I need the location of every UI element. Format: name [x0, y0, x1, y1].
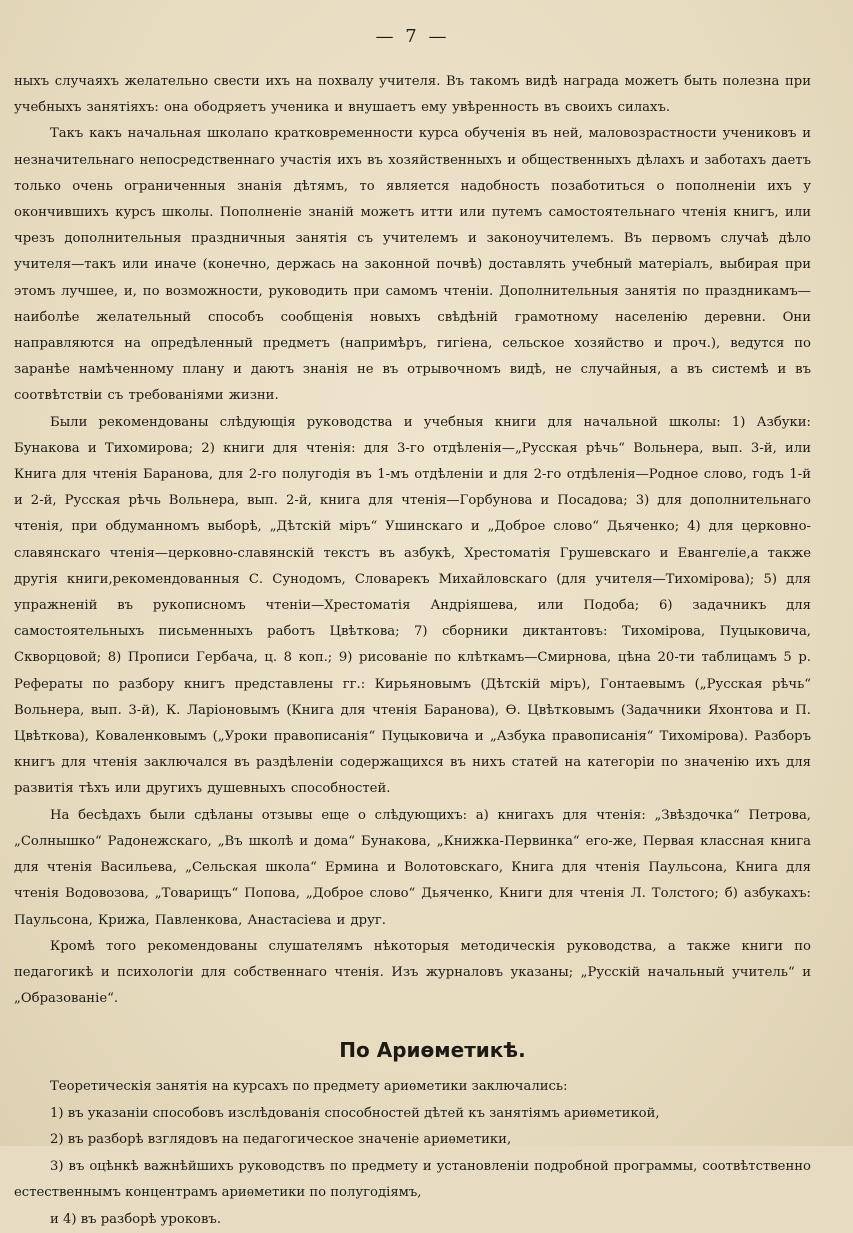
section-list: [14, 1074, 811, 1233]
paragraph: ныхъ случаяхъ желательно свести ихъ на похвалу учителя. Въ такомъ видѣ награда можетъ быть полезна при учебныхъ занятіяхъ: она ободряетъ ученика и внушаетъ ему увѣренность въ своихъ силахъ.: [14, 74, 811, 116]
body-text: [14, 69, 811, 1012]
paragraph: Такъ какъ начальная школапо кратковременности курса обученія въ ней, маловозрастности учениковъ и незначительнаго непосредственнаго участія ихъ въ хозяйственныхъ и общественныхъ дѣлахъ и заботахъ даетъ только очень ограниченныя знанія дѣтямъ, то является надобность позаботиться о пополненіи ихъ у окончившихъ курсъ школы. Пополненіе знаній можетъ итти или путемъ самостоятельнаго чтенія книгъ, или чрезъ дополнительныя праздничныя занятія съ учителемъ и законоучителемъ. Въ первомъ случаѣ дѣло учителя—такъ или иначе (конечно, держась на законной почвѣ) доставлять учебный матеріалъ, выбирая при этомъ лучшее, и, по возможности, руководить при самомъ чтеніи. Дополнительныя занятія по праздникамъ—наиболѣе желательный способъ сообщенія новыхъ свѣдѣній грамотному населенію деревни. Они направляются на опредѣленный предметъ (напримѣръ, гигіена, сельское хозяйство и проч.), ведутся по заранѣе намѣченному плану и даютъ знанія не въ отрывочномъ видѣ, не случайныя, а въ системѣ и въ соотвѣтствіи съ требованіями жизни.: [14, 126, 811, 404]
paragraph: Были рекомендованы слѣдующія руководства и учебныя книги для начальной школы: 1) Азбуки: Бунакова и Тихомирова; 2) книги для чтенія: для 3-го отдѣленія—„Русская рѣчь“ Вольнера, вып. 3-й, или Книга для чтенія Баранова, для 2-го полугодія въ 1-мъ отдѣленіи и для 2-го отдѣленія—Родное слово, годъ 1-й и 2-й, Русская рѣчь Вольнера, вып. 2-й, книга для чтенія—Горбунова и Посадова; 3) для дополнительнаго чтенія, при обдуманномъ выборѣ, „Дѣтскій міръ“ Ушинскаго и „Доброе слово“ Дьяченко; 4) для церковно-славянскаго чтенія—церковно-славянскій текстъ въ азбукѣ, Хрестоматія Грушевскаго и Евангеліе,а также другія книги,рекомендованныя С. Сунодомъ, Словарекъ Михайловскаго (для учителя—Тихомірова); 5) для упражненій въ рукописномъ чтеніи—Хрестоматія Андріяшева, или Подоба; 6) задачникъ для самостоятельныхъ письменныхъ работъ Цвѣткова; 7) сборники диктантовъ: Тихомірова, Пуцыковича, Скворцовой; 8) Прописи Гербача, ц. 8 коп.; 9) рисованіе по клѣткамъ—Смирнова, цѣна 20-ти таблицамъ 5 р. Рефераты по разбору книгъ представлены гг.: Кирьяновымъ (Дѣтскій міръ), Гонтаевымъ („Русская рѣчь“ Вольнера, вып. 3-й), К. Ларіоновымъ (Книга для чтенія Баранова), Ѳ. Цвѣтковымъ (Задачники Яхонтова и П. Цвѣткова), Коваленковымъ („Уроки правописанія“ Пуцыковича и „Азбука правописанія“ Тихомірова). Разборъ книгъ для чтенія заключался въ раздѣленіи содержащихся въ нихъ статей на категоріи по значенію ихъ для развитія тѣхъ или другихъ душевныхъ способностей.: [14, 414, 811, 797]
list-item: 1) въ указаніи способовъ изслѣдованія способностей дѣтей къ занятіямъ ариѳметикой,: [50, 1105, 660, 1121]
list-item: Теоретическія занятія на курсахъ по предмету ариѳметики заключались:: [50, 1079, 568, 1095]
list-item: 3) въ оцѣнкѣ важнѣйшихъ руководствъ по предмету и установленіи подробной программы, соотвѣтственно естественнымъ концентрамъ ариѳметики по полугодіямъ,: [14, 1158, 811, 1201]
section-title: По Ариѳметикѣ.: [339, 1038, 526, 1063]
paragraph: На бесѣдахъ были сдѣланы отзывы еще о слѣдующихъ: а) книгахъ для чтенія: „Звѣздочка“ Петрова, „Солнышко“ Радонежскаго, „Въ школѣ и дома“ Бунакова, „Книжка-Первинка“ его-же, Первая классная книга для чтенія Васильева, „Сельская школа“ Ермина и Волотовскаго, Книга для чтенія Паульсона, Книга для чтенія Водовозова, „Товарищъ“ Попова, „Доброе слово“ Дьяченко, Книги для чтенія Л. Толстого; б) азбукахъ: Паульсона, Крижа, Павленкова, Анастасіева и друг.: [14, 807, 811, 928]
paragraph: Кромѣ того рекомендованы слушателямъ нѣкоторыя методическія руководства, а также книги по педагогикѣ и психологіи для собственнаго чтенія. Изъ журналовъ указаны; „Русскій начальный учитель“ и „Образованіе“.: [14, 938, 811, 1007]
page-number: — 7 —: [375, 26, 450, 47]
list-item: 2) въ разборѣ взглядовъ на педагогическое значеніе ариѳметики,: [50, 1132, 512, 1148]
list-item: и 4) въ разборѣ уроковъ.: [50, 1211, 222, 1227]
